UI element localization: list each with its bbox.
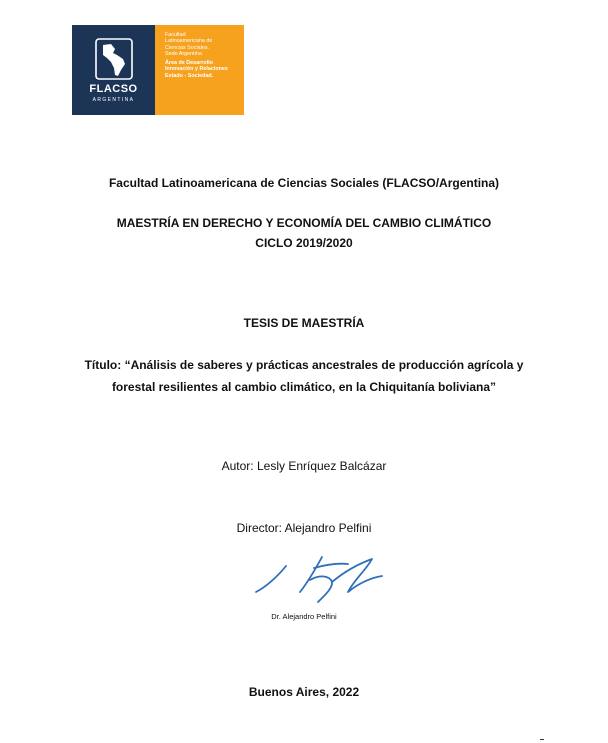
logo-line: Latinoamericana de xyxy=(165,38,213,45)
logo-text-panel xyxy=(155,25,244,115)
americas-map-icon xyxy=(94,37,134,81)
place-date: Buenos Aires, 2022 xyxy=(248,685,360,699)
logo-area-line: Innovación y Relaciones xyxy=(165,66,228,73)
institution-name: Facultad Latinoamericana de Ciencias Sociales (FLACSO/Argentina) xyxy=(108,176,500,190)
logo-area-line: Área de Desarrollo xyxy=(165,60,213,67)
thesis-title-line-2: forestal resilientes al cambio climático, en la Chiquitanía boliviana” xyxy=(111,380,497,394)
logo-emblem xyxy=(72,25,155,115)
logo-line: Sede Argentina xyxy=(165,50,202,57)
program-name: MAESTRÍA EN DERECHO Y ECONOMÍA DEL CAMBIO CLIMÁTICO xyxy=(116,216,492,230)
director-signature xyxy=(248,552,388,610)
logo-line: Facultad xyxy=(165,32,186,38)
page-mark xyxy=(540,739,544,740)
thesis-title-line-1: Título: “Análisis de saberes y prácticas ancestrales de producción agrícola y xyxy=(84,358,524,372)
logo-line: Ciencias Sociales. xyxy=(165,44,210,51)
logo-area-line: Estado - Sociedad. xyxy=(165,72,214,79)
logo-subtitle: ARGENTINA xyxy=(92,97,135,103)
director-line: Director: Alejandro Pelfini xyxy=(236,521,372,535)
program-cycle: CICLO 2019/2020 xyxy=(255,236,353,250)
thesis-type: TESIS DE MAESTRÍA xyxy=(243,316,365,330)
signature-name: Dr. Alejandro Pelfini xyxy=(271,612,337,621)
logo-name: FLACSO xyxy=(89,83,138,95)
flacso-logo xyxy=(72,25,244,115)
author-line: Autor: Lesly Enríquez Balcázar xyxy=(221,459,387,473)
